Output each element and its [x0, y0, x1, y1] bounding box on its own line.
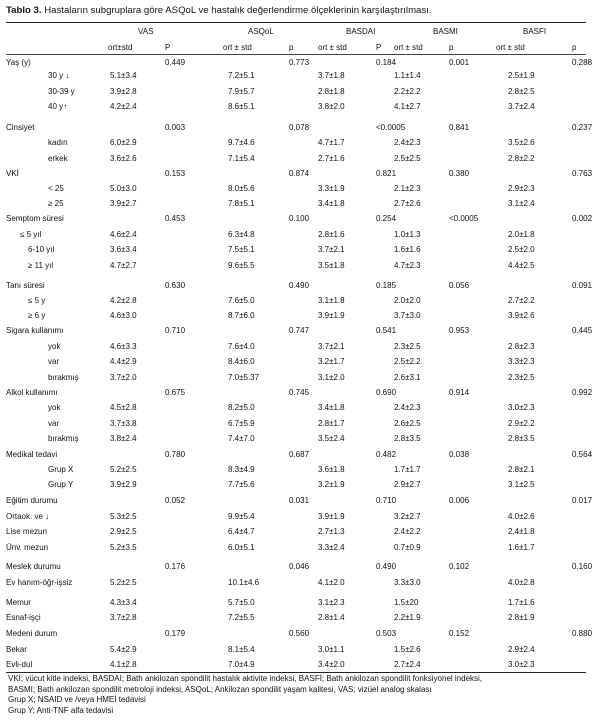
table-cell: 2.9±2.7 [394, 480, 421, 489]
table-cell: 7.0±4.9 [228, 660, 255, 669]
table-cell: 0.541 [376, 326, 397, 335]
footnote-line: Grup X; NSAID ve /veya HMEİ tedavisi [8, 695, 146, 705]
table-cell: 3.7±2.8 [110, 613, 137, 622]
table-cell: 5.2±2.5 [110, 465, 137, 474]
table-cell: 3.7±2.4 [508, 102, 535, 111]
table-cell: 2.2±1.9 [394, 613, 421, 622]
table-cell: 1.5±2.6 [394, 645, 421, 654]
subheader-asqol-p: p [289, 43, 294, 52]
table-cell: 1.0±1.3 [394, 230, 421, 239]
row-label: Ortaok. ve ↓ [6, 512, 50, 521]
row-label: ≥ 25 [48, 199, 64, 208]
table-cell: 5.1±3.4 [110, 71, 137, 80]
table-cell: 6.4±4.7 [228, 527, 255, 536]
table-cell: 2.7±1.6 [318, 154, 345, 163]
table-cell: 2.4±1.8 [508, 527, 535, 536]
table-cell: 0.185 [376, 281, 397, 290]
table-cell: 6.0±5.1 [228, 543, 255, 552]
row-label: Meslek durumu [6, 562, 61, 571]
table-cell: 4.7±1.7 [318, 138, 345, 147]
table-cell: 8.3±4.9 [228, 465, 255, 474]
table-cell: 3.9±1.9 [318, 311, 345, 320]
table-cell: 2.0±2.0 [394, 296, 421, 305]
table-cell: 7.2±5.5 [228, 613, 255, 622]
table-caption: Hastaların subgruplara göre ASQoL ve hastalık değerlendirme ölçeklerinin karşılaştırılması. [41, 5, 432, 16]
table-cell: 0.914 [449, 388, 470, 397]
table-cell: 0.152 [449, 629, 470, 638]
table-title [6, 5, 432, 16]
table-cell: 1.5±20 [394, 598, 419, 607]
table-cell: 3.2±1.7 [318, 357, 345, 366]
table-cell: 10.1±4.6 [228, 578, 260, 587]
row-label: kadın [48, 138, 68, 147]
row-label: Lise mezun [6, 527, 47, 536]
table-cell: 3.3±2.3 [508, 357, 535, 366]
table-cell: 2.4±2.3 [394, 403, 421, 412]
table-cell: 0.710 [165, 326, 186, 335]
table-cell: 2.3±2.5 [508, 373, 535, 382]
row-label: Sigara kullanımı [6, 326, 64, 335]
table-cell: 3.9±2.8 [110, 87, 137, 96]
row-label: bırakmış [48, 373, 79, 382]
table-cell: 0.179 [165, 629, 186, 638]
table-cell: 2.4±2.3 [394, 138, 421, 147]
table-cell: 4.1±2.7 [394, 102, 421, 111]
table-cell: 0.100 [289, 214, 310, 223]
table-cell: 3.5±2.6 [508, 138, 535, 147]
table-cell: 7.5±5.1 [228, 245, 255, 254]
bottom-rule [6, 672, 586, 673]
table-cell: 0.773 [289, 58, 310, 67]
table-cell: 2.1±2.3 [394, 184, 421, 193]
table-cell: 3.3±3.0 [394, 578, 421, 587]
table-cell: 2.5±2.2 [394, 357, 421, 366]
row-label: Eğitim durumu [6, 496, 58, 505]
table-cell: 3.7±2.1 [318, 245, 345, 254]
subheader-basfi-p: p [572, 43, 577, 52]
table-cell: 7.6±5.0 [228, 296, 255, 305]
table-cell: 8.1±5.4 [228, 645, 255, 654]
table-cell: 3.5±2.4 [318, 434, 345, 443]
table-cell: 5.4±2.9 [110, 645, 137, 654]
table-cell: 4.5±2.8 [110, 403, 137, 412]
table-cell: 0.449 [165, 58, 186, 67]
subheader-basmi-mean: ort ± std [394, 43, 423, 52]
table-cell: 0.003 [165, 123, 186, 132]
group-header-vas: VAS [138, 27, 154, 36]
table-cell: 7.4±7.0 [228, 434, 255, 443]
subheader-vas-mean: ort±std [108, 43, 133, 52]
table-cell: 0.017 [572, 496, 593, 505]
table-cell: 0.091 [572, 281, 593, 290]
table-cell: 0.288 [572, 58, 593, 67]
table-cell: 2.9±2.5 [110, 527, 137, 536]
row-label: Alkol kullanımı [6, 388, 58, 397]
row-label: Esnaf-işçi [6, 613, 41, 622]
row-label: Grup X [48, 465, 74, 474]
table-cell: 0.690 [376, 388, 397, 397]
table-cell: 0.046 [289, 562, 310, 571]
table-cell: 5.2±2.5 [110, 578, 137, 587]
row-label: Medeni durum [6, 629, 58, 638]
table-cell: 0.710 [376, 496, 397, 505]
table-cell: 2.7±1.3 [318, 527, 345, 536]
table-cell: 1.7±1.6 [508, 598, 535, 607]
table-cell: 4.0±2.8 [508, 578, 535, 587]
table-cell: 9.6±5.5 [228, 261, 255, 270]
table-cell: 4.3±3.4 [110, 598, 137, 607]
table-cell: 3.5±1.8 [318, 261, 345, 270]
table-cell: 4.4±2.5 [508, 261, 535, 270]
table-cell: 2.6±3.1 [394, 373, 421, 382]
table-cell: 0.254 [376, 214, 397, 223]
table-cell: 0.038 [449, 450, 470, 459]
table-cell: 2.8±2.2 [508, 154, 535, 163]
table-cell: 3.9±2.7 [110, 199, 137, 208]
table-cell: 3.6±2.6 [110, 154, 137, 163]
table-number: Tablo 3. [6, 5, 42, 16]
table-cell: 0.002 [572, 214, 593, 223]
table-cell: 0.380 [449, 169, 470, 178]
table-cell: 4.0±2.6 [508, 512, 535, 521]
table-cell: 5.0±3.0 [110, 184, 137, 193]
table-cell: 7.6±4.0 [228, 342, 255, 351]
table-cell: 2.7±2.6 [394, 199, 421, 208]
table-cell: 8.6±5.1 [228, 102, 255, 111]
table-cell: 7.7±5.6 [228, 480, 255, 489]
row-label: var [48, 357, 60, 366]
row-label: yok [48, 403, 61, 412]
table-cell: 0.560 [289, 629, 310, 638]
table-cell: 2.7±2.2 [508, 296, 535, 305]
table-cell: 2.8±1.6 [318, 230, 345, 239]
table-cell: 2.8±2.5 [508, 87, 535, 96]
subheader-basfi-mean: ort ± std [496, 43, 525, 52]
table-cell: 2.9±2.4 [508, 645, 535, 654]
row-label: 6-10 yıl [28, 245, 55, 254]
table-cell: 0.482 [376, 450, 397, 459]
table-cell: 0.006 [449, 496, 470, 505]
table-cell: 0.780 [165, 450, 186, 459]
table-cell: 1.6±1.7 [508, 543, 535, 552]
table-cell: 0.490 [289, 281, 310, 290]
table-cell: 9.7±4.6 [228, 138, 255, 147]
subheader-basdai-p: P [376, 43, 382, 52]
table-cell: 2.7±2.4 [394, 660, 421, 669]
subheader-asqol-mean: ort ± std [223, 43, 252, 52]
table-cell: 0.503 [376, 629, 397, 638]
footnote-line: BASMI; Bath ankilozan spondilit metroloji indeksi, ASQoL; Ankilozan spondilit yaşam kalitesi, VAS; vizüel analog skalası [8, 684, 432, 694]
footnote-line: Grup Y; Anti-TNF alfa tedavisi [8, 705, 114, 715]
table-cell: 8.4±6.0 [228, 357, 255, 366]
group-header-basdai: BASDAI [346, 27, 376, 36]
table-cell: 3.0±1.1 [318, 645, 345, 654]
table-cell: 2.2±2.2 [394, 87, 421, 96]
table-cell: 3.2±1.9 [318, 480, 345, 489]
table-cell: 8.2±5.0 [228, 403, 255, 412]
table-cell: 3.7±3.8 [110, 419, 137, 428]
table-cell: 7.1±5.4 [228, 154, 255, 163]
table-cell: 8.7±6.0 [228, 311, 255, 320]
table-cell: 2.8±1.8 [318, 87, 345, 96]
row-label: Medikal tedavi [6, 450, 58, 459]
row-label: ≥ 11 yıl [28, 261, 54, 270]
table-cell: 1.6±1.6 [394, 245, 421, 254]
row-label: var [48, 419, 60, 428]
table-cell: 4.4±2.9 [110, 357, 137, 366]
row-label: Evli-dul [6, 660, 33, 669]
table-cell: 4.6±3.3 [110, 342, 137, 351]
table-cell: 4.6±2.4 [110, 230, 137, 239]
table-cell: 3.8±2.4 [110, 434, 137, 443]
row-label: Tanı süresi [6, 281, 45, 290]
table-cell: 0.7±0.9 [394, 543, 421, 552]
table-cell: 3.7±2.0 [110, 373, 137, 382]
row-label: < 25 [48, 184, 64, 193]
table-cell: 0.176 [165, 562, 186, 571]
table-cell: 0.630 [165, 281, 186, 290]
group-header-basmi: BASMI [433, 27, 458, 36]
table-cell: 2.5±1.9 [508, 71, 535, 80]
table-cell: 0.675 [165, 388, 186, 397]
table-cell: 4.1±2.8 [110, 660, 137, 669]
table-cell: 4.6±3.0 [110, 311, 137, 320]
table-cell: 3.0±2.3 [508, 660, 535, 669]
table-cell: 6.7±5.9 [228, 419, 255, 428]
table-cell: 3.7±3.0 [394, 311, 421, 320]
table-cell: 3.1±2.3 [318, 598, 345, 607]
table-cell: 0.184 [376, 58, 397, 67]
table-cell: 2.0±1.8 [508, 230, 535, 239]
table-cell: 2.9±2.2 [508, 419, 535, 428]
table-cell: 1.7±1.7 [394, 465, 421, 474]
table-cell: 2.3±2.5 [394, 342, 421, 351]
table-cell: 3.6±3.4 [110, 245, 137, 254]
subheader-basdai-mean: ort ± std [318, 43, 347, 52]
table-cell: <0.0005 [376, 123, 406, 132]
row-label: 30 y ↓ [48, 71, 70, 80]
table-cell: 3.4±1.8 [318, 199, 345, 208]
top-rule [6, 22, 586, 23]
table-footnotes [8, 674, 588, 716]
table-cell: 2.8±3.5 [394, 434, 421, 443]
table-cell: 2.4±2.2 [394, 527, 421, 536]
table-cell: 3.9±2.9 [110, 480, 137, 489]
row-label: bırakmış [48, 434, 79, 443]
table-cell: 5.2±3.5 [110, 543, 137, 552]
table-cell: 0.841 [449, 123, 470, 132]
table-cell: 3.7±2.1 [318, 342, 345, 351]
row-label: erkek [48, 154, 68, 163]
table-cell: 0.031 [289, 496, 310, 505]
table-cell: 7.0±5.37 [228, 373, 260, 382]
table-cell: 0.153 [165, 169, 186, 178]
table-cell: 3.3±2.4 [318, 543, 345, 552]
table-cell: 0.874 [289, 169, 310, 178]
table-cell: 4.7±2.3 [394, 261, 421, 270]
table-cell: 0.747 [289, 326, 310, 335]
table-cell: 2.5±2.0 [508, 245, 535, 254]
table-cell: 8.0±5.6 [228, 184, 255, 193]
row-label: VKİ [6, 169, 19, 178]
table-cell: 3.1±2.4 [508, 199, 535, 208]
row-label: Semptom süresi [6, 214, 64, 223]
table-cell: 4.7±2.7 [110, 261, 137, 270]
table-cell: 5.3±2.5 [110, 512, 137, 521]
table-cell: 1.1±1.4 [394, 71, 421, 80]
table-cell: 9.9±5.4 [228, 512, 255, 521]
table-cell: 0.745 [289, 388, 310, 397]
table-cell: 0.821 [376, 169, 397, 178]
row-label: ≥ 6 y [28, 311, 46, 320]
table-cell: <0.0005 [449, 214, 479, 223]
table-cell: 0.078 [289, 123, 310, 132]
table-cell: 2.8±2.3 [508, 342, 535, 351]
table-cell: 4.2±2.8 [110, 296, 137, 305]
row-label: 40 y↑ [48, 102, 68, 111]
row-label: Ev hanım-öğr-işsiz [6, 578, 73, 587]
table-cell: 0.160 [572, 562, 593, 571]
table-cell: 2.8±3.5 [508, 434, 535, 443]
table-cell: 0.953 [449, 326, 470, 335]
group-header-basfi: BASFI [523, 27, 547, 36]
subheader-vas-p: P [165, 43, 171, 52]
row-label: ≤ 5 y [28, 296, 46, 305]
table-cell: 3.6±1.8 [318, 465, 345, 474]
table-cell: 2.9±2.3 [508, 184, 535, 193]
table-cell: 3.0±2.3 [508, 403, 535, 412]
table-cell: 2.8±1.4 [318, 613, 345, 622]
row-label: Memur [6, 598, 31, 607]
table-cell: 2.5±2.5 [394, 154, 421, 163]
table-cell: 3.1±2.0 [318, 373, 345, 382]
table-cell: 7.8±5.1 [228, 199, 255, 208]
table-cell: 3.9±1.9 [318, 512, 345, 521]
subheader-basmi-p: p [449, 43, 454, 52]
row-label: ≤ 5 yıl [20, 230, 42, 239]
table-cell: 0.453 [165, 214, 186, 223]
table-cell: 3.3±1.9 [318, 184, 345, 193]
table-cell: 6.3±4.8 [228, 230, 255, 239]
table-cell: 3.1±1.8 [318, 296, 345, 305]
table-cell: 0.001 [449, 58, 470, 67]
row-label: Ünv. mezun [6, 543, 49, 552]
row-label: Cinsiyet [6, 123, 35, 132]
table-cell: 0.564 [572, 450, 593, 459]
table-cell: 0.880 [572, 629, 593, 638]
table-cell: 2.8±1.7 [318, 419, 345, 428]
table-cell: 0.445 [572, 326, 593, 335]
table-cell: 2.8±2.1 [508, 465, 535, 474]
row-label: Yaş (y) [6, 58, 31, 67]
group-header-asqol: ASQoL [248, 27, 274, 36]
table-cell: 0.763 [572, 169, 593, 178]
table-cell: 4.1±2.0 [318, 578, 345, 587]
row-label: 30-39 y [48, 87, 75, 96]
table-cell: 3.4±2.0 [318, 660, 345, 669]
table-cell: 3.2±2.7 [394, 512, 421, 521]
table-cell: 0.102 [449, 562, 470, 571]
table-cell: 2.6±2.5 [394, 419, 421, 428]
header-rule [6, 54, 586, 55]
table-cell: 7.9±5.7 [228, 87, 255, 96]
table-cell: 3.1±2.5 [508, 480, 535, 489]
table-cell: 0.687 [289, 450, 310, 459]
table-cell: 2.8±1.9 [508, 613, 535, 622]
table-cell: 7.2±5.1 [228, 71, 255, 80]
table-cell: 6.0±2.9 [110, 138, 137, 147]
footnote-line: VKİ; vücut kitle indeksi, BASDAI; Bath ankilozan spondilit hastalık aktivite indeksi, BASFİ; Bath ankilozan spondilit fonksiyonel indeksi, [8, 674, 483, 683]
table-cell: 3.7±1.8 [318, 71, 345, 80]
table-cell: 4.2±2.4 [110, 102, 137, 111]
table-cell: 3.4±1.8 [318, 403, 345, 412]
row-label: yok [48, 342, 61, 351]
table-cell: 5.7±5.0 [228, 598, 255, 607]
row-label: Bekar [6, 645, 27, 654]
table-cell: 0.052 [165, 496, 186, 505]
table-cell: 0.992 [572, 388, 593, 397]
table-cell: 0.490 [376, 562, 397, 571]
table-cell: 3.8±2.0 [318, 102, 345, 111]
table-cell: 0.056 [449, 281, 470, 290]
table-cell: 0.237 [572, 123, 593, 132]
table-cell: 3.9±2.6 [508, 311, 535, 320]
row-label: Grup Y [48, 480, 74, 489]
